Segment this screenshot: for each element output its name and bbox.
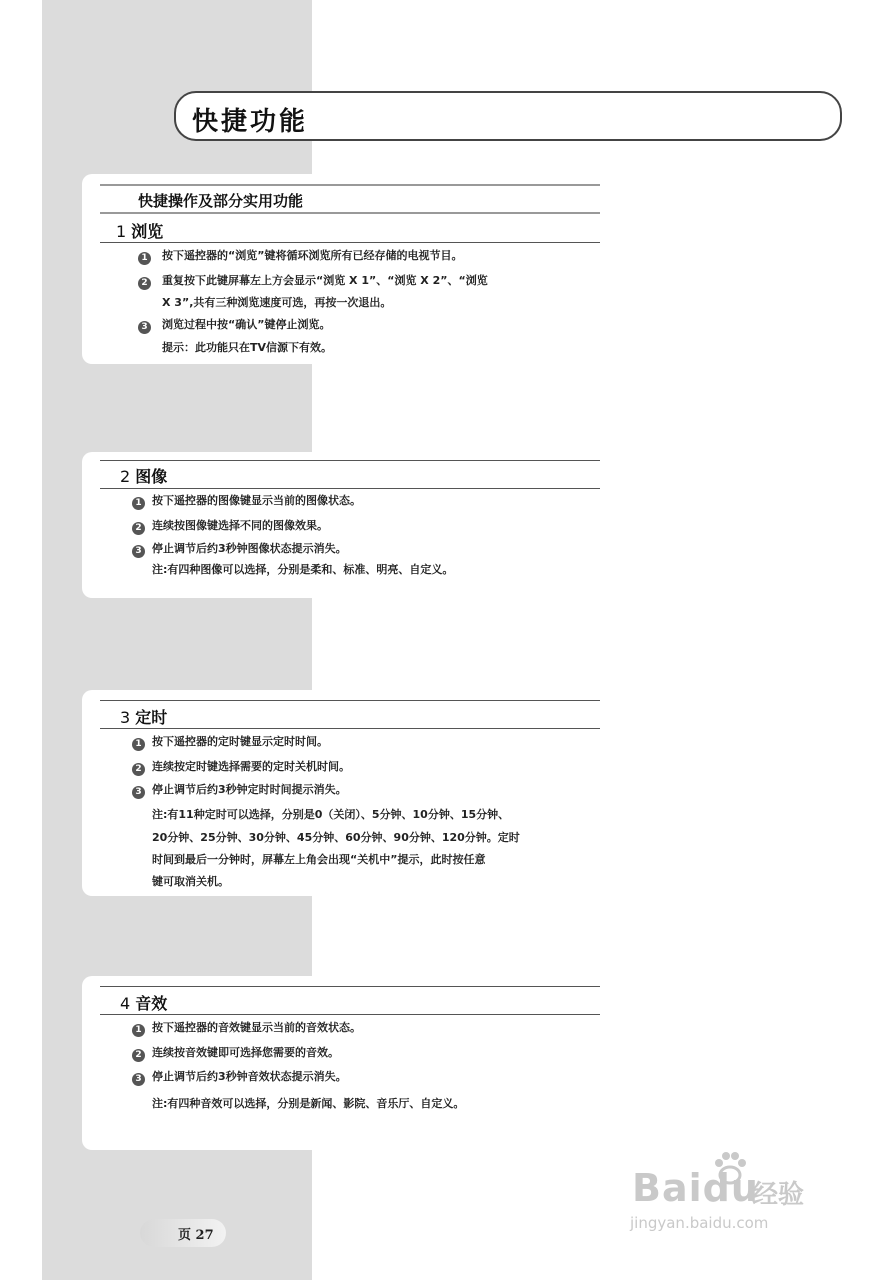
page-number: 页 27 xyxy=(178,1228,214,1243)
page-title: 快捷功能 xyxy=(192,107,309,137)
watermark-brand: Baidu xyxy=(632,1166,759,1210)
main-heading: 快捷操作及部分实用功能 xyxy=(138,192,304,210)
number-badge: 3 xyxy=(138,321,151,334)
number-badge: 2 xyxy=(132,522,145,535)
list-item-continued: X 3”,共有三种浏览速度可选，再按一次退出。 xyxy=(162,296,392,309)
watermark xyxy=(622,1148,842,1248)
list-item: 按下遥控器的定时键显示定时时间。 xyxy=(152,735,328,748)
list-item: 浏览过程中按“确认”键停止浏览。 xyxy=(162,318,331,331)
number-badge: 1 xyxy=(132,738,145,751)
number-badge: 1 xyxy=(132,497,145,510)
watermark-url: jingyan.baidu.com xyxy=(630,1214,769,1232)
list-item: 停止调节后约3秒钟音效状态提示消失。 xyxy=(152,1070,347,1083)
divider xyxy=(100,700,600,701)
list-item: 按下遥控器的“浏览”键将循环浏览所有已经存储的电视节目。 xyxy=(162,249,463,262)
list-item: 连续按图像键选择不同的图像效果。 xyxy=(152,519,328,532)
number-badge: 2 xyxy=(138,277,151,290)
page-title-box xyxy=(174,91,842,141)
number-badge: 2 xyxy=(132,1049,145,1062)
watermark-cn: 经验 xyxy=(752,1180,805,1210)
section-card-timer xyxy=(82,690,602,896)
divider xyxy=(100,460,600,461)
note-text: 时间到最后一分钟时，屏幕左上角会出现“关机中”提示，此时按任意 xyxy=(152,853,486,866)
note-text: 键可取消关机。 xyxy=(152,875,229,888)
section-heading: 1 浏览 xyxy=(116,222,164,241)
list-item: 按下遥控器的音效键显示当前的音效状态。 xyxy=(152,1021,361,1034)
section-heading: 4 音效 xyxy=(120,994,168,1013)
divider xyxy=(100,728,600,729)
divider xyxy=(100,986,600,987)
divider xyxy=(100,488,600,489)
divider xyxy=(100,212,600,214)
list-item: 重复按下此键屏幕左上方会显示“浏览 X 1”、“浏览 X 2”、“浏览 xyxy=(162,274,488,287)
section-heading: 2 图像 xyxy=(120,467,168,486)
number-badge: 1 xyxy=(132,1024,145,1037)
note-text: 注:有四种音效可以选择，分别是新闻、影院、音乐厅、自定义。 xyxy=(152,1097,465,1110)
page-number-tab xyxy=(140,1219,226,1247)
number-badge: 1 xyxy=(138,252,151,265)
note-text: 提示：此功能只在TV信源下有效。 xyxy=(162,341,333,354)
section-card-sound xyxy=(82,976,602,1150)
number-badge: 3 xyxy=(132,1073,145,1086)
section-card-picture xyxy=(82,452,602,598)
note-text: 注:有11种定时可以选择，分别是0（关闭）、5分钟、10分钟、15分钟、 xyxy=(152,808,510,821)
section-heading: 3 定时 xyxy=(120,708,168,727)
divider xyxy=(100,184,600,186)
number-badge: 3 xyxy=(132,786,145,799)
number-badge: 3 xyxy=(132,545,145,558)
section-card-browse xyxy=(82,174,602,364)
list-item: 连续按音效键即可选择您需要的音效。 xyxy=(152,1046,339,1059)
divider xyxy=(100,242,600,243)
list-item: 连续按定时键选择需要的定时关机时间。 xyxy=(152,760,350,773)
note-text: 20分钟、25分钟、30分钟、45分钟、60分钟、90分钟、120分钟。定时 xyxy=(152,831,520,844)
list-item: 停止调节后约3秒钟定时时间提示消失。 xyxy=(152,783,347,796)
list-item: 按下遥控器的图像键显示当前的图像状态。 xyxy=(152,494,361,507)
note-text: 注:有四种图像可以选择，分别是柔和、标准、明亮、自定义。 xyxy=(152,563,454,576)
divider xyxy=(100,1014,600,1015)
number-badge: 2 xyxy=(132,763,145,776)
list-item: 停止调节后约3秒钟图像状态提示消失。 xyxy=(152,542,347,555)
